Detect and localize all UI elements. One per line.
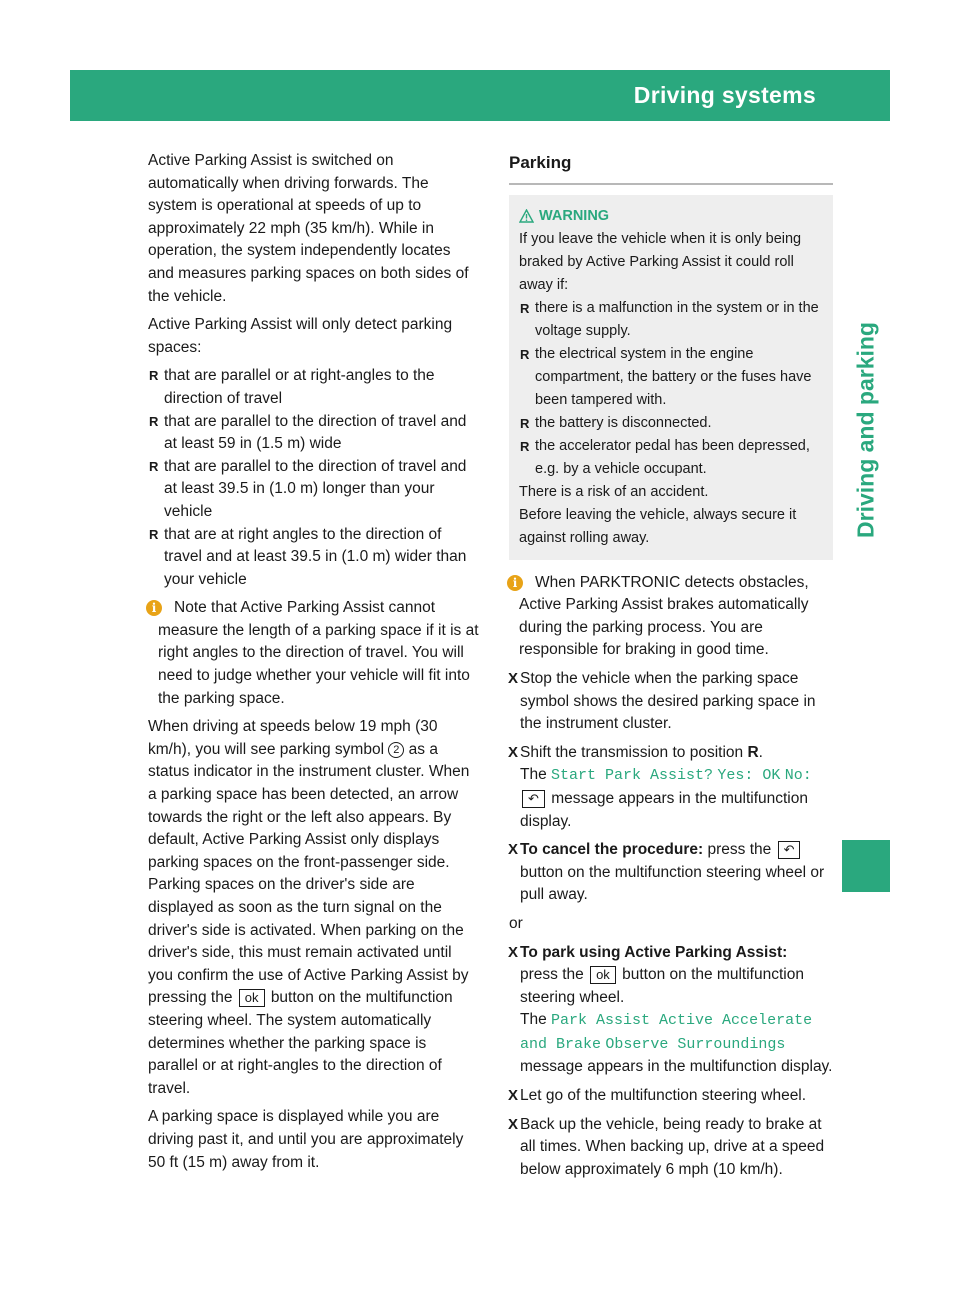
back-key-icon: ↶ (778, 841, 801, 859)
warning-risk: There is a risk of an accident. (519, 483, 709, 500)
intro-paragraph: Active Parking Assist is switched on automatically when driving forwards. The system is operational at speeds of up to approximately 22 mph (35 km/h). While in operation, the system independently locates and measures parking spaces on both sides of the vehicle. (148, 152, 469, 305)
bullet-icon: R (520, 438, 530, 454)
bullet-icon: R (149, 368, 159, 384)
side-tab (842, 150, 890, 710)
warning-advice: Before leaving the vehicle, always secure it against rolling away. (519, 506, 797, 546)
step-arrow-icon: X (508, 669, 519, 687)
or-text: or (509, 914, 523, 932)
info-note-text: Note that Active Parking Assist cannot measure the length of a parking space if it is at right angles to the direction of travel. You will need to judge whether your vehicle will fit into the parking space. (158, 599, 479, 707)
warning-box (509, 195, 833, 560)
list-item: R that are parallel to the direction of travel and at least 59 in (1.5 m) wide (149, 412, 467, 453)
info-note-text: When PARKTRONIC detects obstacles, Active Parking Assist brakes automatically during the parking process. You are responsible for braking in good time. (519, 573, 809, 659)
right-column (509, 150, 833, 1187)
list-item: R the accelerator pedal has been depressed, e.g. by a vehicle occupant. (519, 435, 823, 481)
list-item: R the battery is disconnected. (519, 412, 823, 435)
parking-symbol-callout: 2 (388, 742, 404, 758)
list-item: R that are parallel or at right-angles to the direction of travel (149, 367, 435, 407)
bullet-icon: R (149, 413, 159, 429)
step-arrow-icon: X (508, 943, 519, 961)
side-tab-label: Driving and parking (852, 322, 879, 538)
step-arrow-icon: X (508, 743, 519, 761)
info-note (509, 572, 833, 662)
display-message: Start Park Assist? (551, 767, 714, 785)
warning-intro: If you leave the vehicle when it is only being braked by Active Parking Assist it could roll away if: (519, 230, 802, 293)
step-item: X To park using Active Parking Assist: press the ok button on the multifunction steering wheel. The Park Assist Active Accelerate and Brake Observe Surroundings message appears in the multifunction display. (508, 943, 833, 1076)
info-note (148, 597, 480, 710)
step-item: X Stop the vehicle when the parking space symbol shows the desired parking space in the instrument cluster. (508, 669, 816, 733)
display-message: Park Assist Active Accelerate and Brake (520, 1012, 813, 1053)
bullet-icon: R (149, 458, 159, 474)
parking-symbol-paragraph: When driving at speeds below 19 mph (30 km/h), you will see parking symbol 2 as a status indicator in the instrument cluster. When a parking space has been detected, an arrow towards the right or the left also appears. By default, Active Parking Assist only displays parking spaces on the front-passenger side. Parking spaces on the driver's side are displayed as soon as the turn signal on the driver's side is activated. When parking on the driver's side, this must remain activated until you confirm the use of Active Parking Assist by pressing the ok button on the multifunction steering wheel. The system automatically determines whether the parking space is parallel or at right-angles to the direction of travel. (148, 718, 470, 1097)
step-item: X Shift the transmission to position R. The Start Park Assist? Yes: OK No: ↶ message appears in the multifunction display. (508, 743, 812, 830)
display-message: Yes: OK (717, 767, 781, 785)
step-item: X Back up the vehicle, being ready to brake at all times. When backing up, drive at a speed below approximately 6 mph (10 km/h). (508, 1115, 825, 1178)
header-bar (70, 70, 949, 121)
side-tab-marker (842, 840, 890, 892)
ok-key-icon: ok (239, 989, 265, 1007)
list-item: R that are at right angles to the direction of travel and at least 39.5 in (1.0 m) wider than your vehicle (149, 525, 467, 588)
warning-heading: WARNING (519, 205, 823, 228)
list-item: R there is a malfunction in the system or in the voltage supply. (519, 297, 823, 343)
step-arrow-icon: X (508, 1115, 519, 1133)
display-message: Observe Surroundings (605, 1035, 786, 1053)
ok-key-icon: ok (590, 966, 616, 984)
back-key-icon: ↶ (522, 790, 545, 808)
display-message: No: (784, 767, 812, 785)
detect-list (148, 365, 480, 591)
step-item: X Let go of the multifunction steering wheel. (509, 1085, 833, 1108)
step-arrow-icon: X (508, 841, 519, 859)
info-icon: i (507, 575, 523, 591)
gear-position: R (747, 743, 759, 761)
list-item: R that are parallel to the direction of travel and at least 39.5 in (1.0 m) longer than your vehicle (149, 457, 467, 520)
info-icon: i (146, 600, 162, 616)
bullet-icon: R (149, 526, 159, 542)
bullet-icon: R (520, 415, 530, 431)
section-title: Parking (509, 150, 833, 185)
list-item: R the electrical system in the engine compartment, the battery or the fuses have been tampered with. (519, 343, 823, 412)
step-item: X To cancel the procedure: press the ↶ button on the multifunction steering wheel or pull away. (508, 841, 825, 904)
warning-triangle-icon (519, 209, 534, 223)
detect-intro: Active Parking Assist will only detect parking spaces: (148, 316, 453, 356)
bullet-icon: R (520, 346, 530, 362)
step-arrow-icon: X (508, 1087, 519, 1105)
left-column (148, 150, 480, 1180)
bullet-icon: R (520, 300, 530, 316)
display-paragraph: A parking space is displayed while you are driving past it, and until you are approximately 50 ft (15 m) away from it. (148, 1108, 464, 1171)
page-number: 205 (915, 84, 949, 106)
chapter-title: Driving systems (633, 82, 816, 108)
